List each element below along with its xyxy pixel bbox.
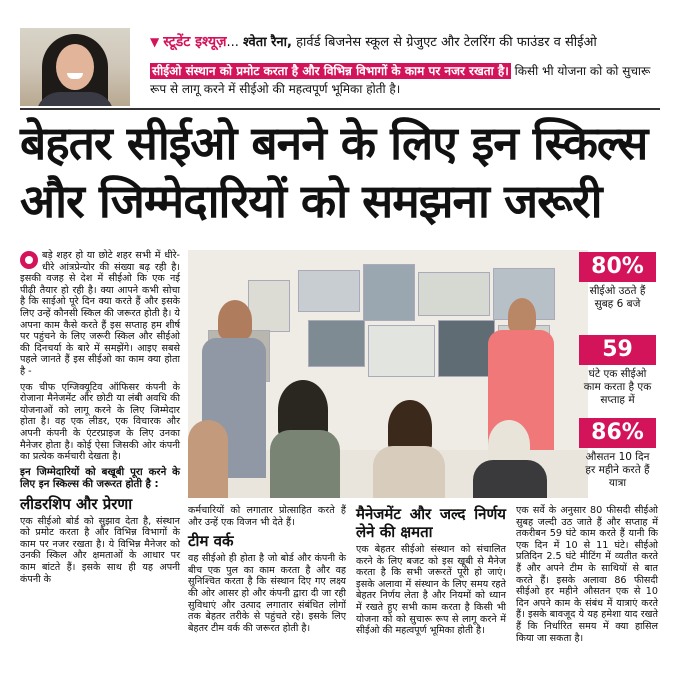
column-3: [356, 505, 506, 641]
stat-label: औसतन 10 दिन हर महीने करते हैं यात्रा: [585, 451, 650, 489]
stat-label: घंटे एक सीईओ काम करता है एक सप्ताह में: [583, 368, 652, 406]
col1-paragraph-2: एक चीफ एग्जिक्यूटिव ऑफिसर कंपनी के रोजाना मैनेजमेंट और छोटी या लंबी अवधि की योजनाओं को लागू करने के लिए जिम्मेदार होता है। वह एक लीडर, एक विचारक और अपनी कंपनी के एंटरप्राइज के लिए उनका मैनेजर होता है। कोई ऐसा जिसकी ओर कंपनी का प्रत्येक कर्मचारी देखता है।: [20, 381, 180, 463]
target-icon: [20, 251, 38, 269]
author-description: हार्वर्ड बिजनेस स्कूल से ग्रेजुएट और टेलरिंग की फाउंडर व सीईओ: [296, 35, 597, 50]
deck-highlight: सीईओ संस्थान को प्रमोट करता है और विभिन्न विभागों के काम पर नजर रखता है।: [152, 64, 509, 78]
subhead-teamwork: टीम वर्क: [188, 532, 234, 551]
triangle-down-icon: ▼: [150, 35, 160, 49]
col4-paragraph-1: एक सर्वे के अनुसार 80 फीसदी सीईओ सुबह जल्दी उठ जाते हैं और सप्ताह में तकरीबन 59 घंटे काम करते हैं यानी कि एक दिन में 10 से 11 घंटे। सीईओ प्रतिदिन 2.5 घंटे मीटिंग में व्यतीत करते हैं और अपने टीम के साथियों से बात करते हैं। इसके अलावा 86 फीसदी सीईओ हर महीने औसतन एक से 10 दिन अपने काम के संबंध में यात्राएं करते हैं। इसके बावजूद ये यह हमेशा याद रखते हैं कि निर्धारित समय में क्या हासिल किया जा सकता है।: [516, 505, 658, 644]
column-1: [20, 250, 180, 589]
col2-paragraph-1: कर्मचारियों को लगातार प्रोत्साहित करते हैं और उन्हें एक विजन भी देते हैं।: [188, 505, 346, 528]
author-name: श्वेता रैना,: [243, 35, 292, 50]
column-2: [188, 505, 346, 638]
classroom-photo: [188, 250, 588, 498]
column-name: स्टूडेंट इश्यूज़: [163, 34, 227, 50]
byline: ▼ स्टूडेंट इश्यूज़... श्वेता रैना, हार्वर्ड बिजनेस स्कूल से ग्रेजुएट और टेलरिंग की फाउंडर व सीईओ: [150, 34, 597, 50]
col2-paragraph-2: वह सीईओ ही होता है जो बोर्ड और कंपनी के बीच एक पुल का काम करता है और वह सुनिश्चित करता है कि संस्थान दिए गए लक्ष्य की ओर आसर हो और कंपनी द्वारा दी जा रही सुविधाएं और उत्पाद लगातार संबंधित लोगों तक बेहतर तरीके से पहुंचते रहे। इसके लिए बेहतर टीम वर्क की जरूरत होती है।: [188, 553, 346, 634]
stat-value: 86%: [579, 418, 656, 448]
author-photo: [20, 28, 130, 106]
col1-paragraph-1: बड़े शहर हो या छोटे शहर सभी में धीरे-धीरे आंत्रप्रेन्योर की संख्या बढ़ रही है। इसकी वजह से देश में सीईओ कि एक नई पीढ़ी तैयार हो रही है। क्या आपने कभी सोचा है कि साईओ पूरे दिन क्या करते हैं और इसके लिए उन्हें कौनसी स्किल की जरूरत होती है। ये अपना काम कैसे करते हैं इस सप्ताह हम शीर्ष पर पहुंचने के लिए जरूरी स्किल और सीईओ की दिनचर्या के बारे में समझेंगे। आइए सबसे पहले जानते हैं इस सीईओ का काम क्या होता है -: [20, 250, 180, 377]
stat-value: 80%: [579, 252, 656, 282]
article-deck: [150, 62, 660, 98]
col1-bold-intro: इन जिम्मेदारियों को बखूबी पूरा करने के लिए इन स्किल्स की जरूरत होती है :: [20, 466, 180, 490]
stat-hours-week: [579, 335, 656, 410]
subhead-leadership: लीडरशिप और प्रेरणा: [20, 494, 133, 513]
stat-travel: [579, 418, 656, 493]
headline-line-2: और जिम्मेदारियों को समझना जरूरी: [20, 174, 602, 228]
column-4: [516, 505, 658, 648]
stat-label: सीईओ उठते हैं सुबह 6 बजे: [589, 285, 646, 310]
headline-line-1: बेहतर सीईओ बनने के लिए इन स्किल्स: [20, 116, 648, 170]
headline: [20, 114, 660, 230]
stat-value: 59: [579, 335, 656, 365]
deck-text: किसी भी योजना को को सुचारू रूप से लागू करने में सीईओ की महत्वपूर्ण भूमिका होती है।: [150, 64, 651, 96]
subhead-management: मैनेजमेंट और जल्द निर्णय लेने की क्षमता: [356, 505, 506, 541]
header-divider: [20, 108, 660, 110]
stat-early-rise: [579, 252, 656, 314]
col1-paragraph-3: एक सीईओ बोर्ड को सुझाव देता है, संस्थान को प्रमोट करता है और विभिन्न विभागों के काम पर नजर रखता है। ये विभिन्न मैनेजर को उनकी स्किल और क्षमताओं के आधार पर काम बांटते हैं। इसके साथ ही यह अपनी कंपनी के: [20, 515, 180, 585]
col3-paragraph-1: एक बेहतर सीईओ संस्थान को संचालित करने के लिए बजट को इस खूबी से मैनेज करता है कि सभी जरूरतें पूरी हो जाएं। इसके अलावा में संस्थान के लिए समय रहते बेहतर निर्णय लेता है और नियमों को ध्यान में रखते हुए सभी काम करता है किसी भी योजना को को सुचारू रूप से लागू करने में सीईओ की महत्वपूर्ण भूमिका होती है।: [356, 544, 506, 637]
